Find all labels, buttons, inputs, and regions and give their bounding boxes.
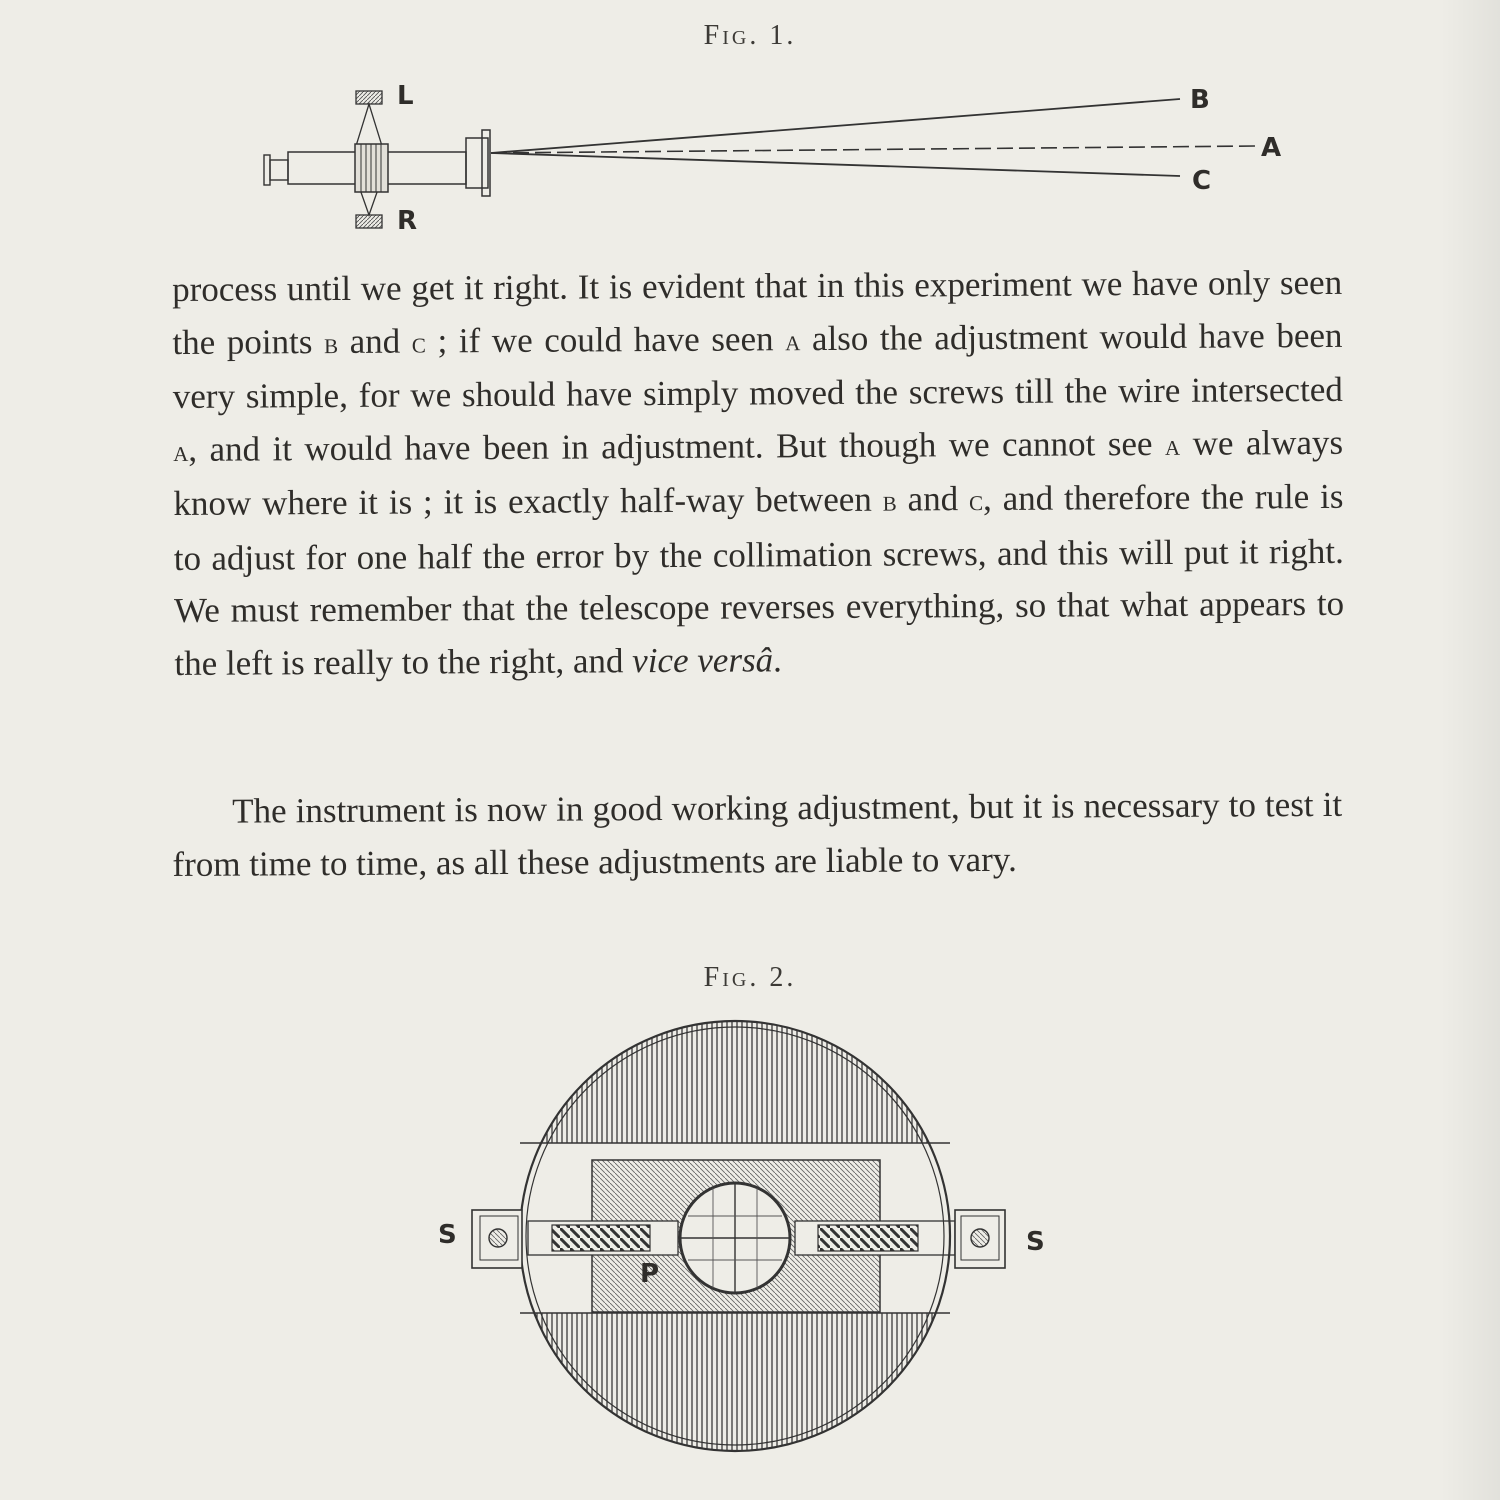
label-s-right: S xyxy=(1026,1227,1045,1257)
label-s-left: S xyxy=(438,1220,457,1250)
upper-hatched-region xyxy=(510,1018,970,1143)
figure-1-telescope-diagram xyxy=(255,80,1315,240)
figure-1-caption: Fig. 1. xyxy=(703,20,797,51)
label-r: R xyxy=(397,206,418,236)
right-screw-thread xyxy=(818,1225,918,1251)
paragraph-1: process until we get it right. It is evident that in this experiment we have only seen the points b and c ; if we could have seen a also the adjustment would have been very simple, for we should have simply moved the screws till the wire intersected a, and it would have been in adjustment. But though we cannot see a we always know where it is ; it is exactly half-way between b and c, and therefore the rule is to adjust for one half the error by the collimation screws, and this will put it right. We must remember that the telescope reverses everything, so that what appears to the left is really to the right, and vice versâ. xyxy=(172,262,1345,683)
label-p: P xyxy=(640,1259,660,1289)
figure-2-caption: Fig. 2. xyxy=(703,962,797,993)
lower-hatched-region xyxy=(510,1313,970,1463)
figure-2-diaphragm-diagram xyxy=(430,1018,1070,1498)
page-edge-shadow xyxy=(1440,0,1500,1500)
sight-line-a xyxy=(491,146,1255,153)
label-l: L xyxy=(397,81,414,111)
sight-line-c xyxy=(491,153,1180,176)
label-b: B xyxy=(1190,85,1210,115)
label-a: A xyxy=(1261,133,1282,163)
left-screw-thread xyxy=(552,1225,650,1251)
paragraph-2: The instrument is now in good working adjustment, but it is necessary to test it from time to time, as all these adjustments are liable to vary. xyxy=(172,784,1343,884)
sight-line-b xyxy=(491,99,1180,153)
label-c: C xyxy=(1192,166,1212,196)
